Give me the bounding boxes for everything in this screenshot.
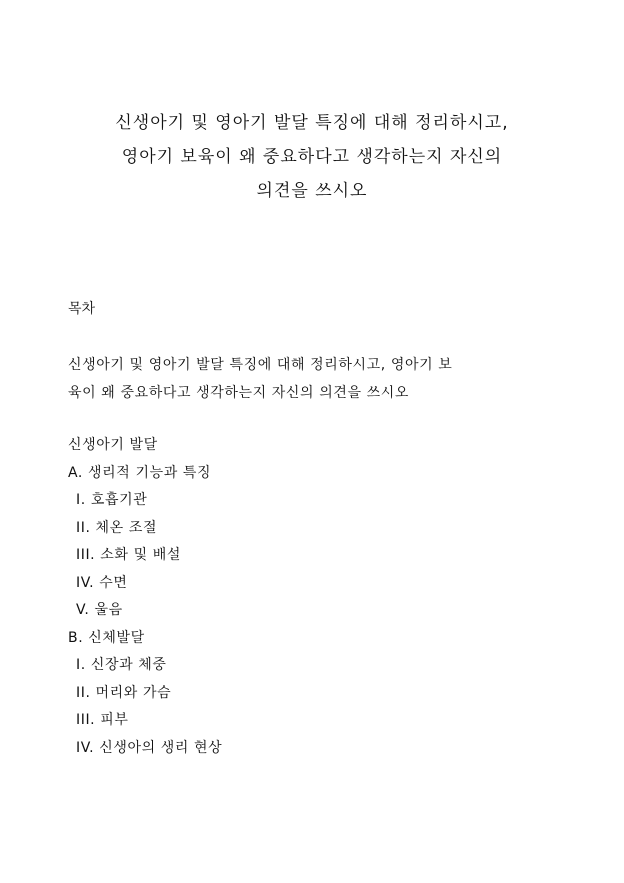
toc-list (68, 432, 222, 762)
toc-question-line-1: 신생아기 및 영아기 발달 특징에 대해 정리하시고, 영아기 보 (68, 357, 453, 373)
toc-item: II. 체온 조절 (76, 519, 158, 536)
toc-question-line-2: 육이 왜 중요하다고 생각하는지 자신의 의견을 쓰시오 (68, 385, 410, 401)
toc-item: I. 호흡기관 (76, 492, 148, 508)
toc-item: III. 소화 및 배설 (76, 547, 182, 563)
toc-item: I. 신장과 체중 (76, 657, 167, 673)
title-line-3: 의견을 쓰시오 (256, 181, 368, 201)
toc-item: V. 울음 (76, 602, 123, 618)
toc-item: III. 피부 (76, 712, 129, 728)
document-title (60, 106, 564, 208)
toc-item: IV. 신생아의 생리 현상 (76, 739, 223, 756)
toc-question (68, 351, 558, 407)
toc-item: II. 머리와 가슴 (76, 684, 172, 701)
toc-item: A. 생리적 기능과 특징 (68, 464, 212, 481)
toc-item: IV. 수면 (76, 574, 128, 591)
title-line-1: 신생아기 및 영아기 발달 특징에 대해 정리하시고, (115, 113, 509, 133)
toc-item: B. 신체발달 (68, 629, 145, 646)
toc-heading: 목차 (68, 301, 96, 317)
title-line-2: 영아기 보육이 왜 중요하다고 생각하는지 자신의 (121, 147, 503, 167)
toc-item: 신생아기 발달 (68, 437, 158, 453)
